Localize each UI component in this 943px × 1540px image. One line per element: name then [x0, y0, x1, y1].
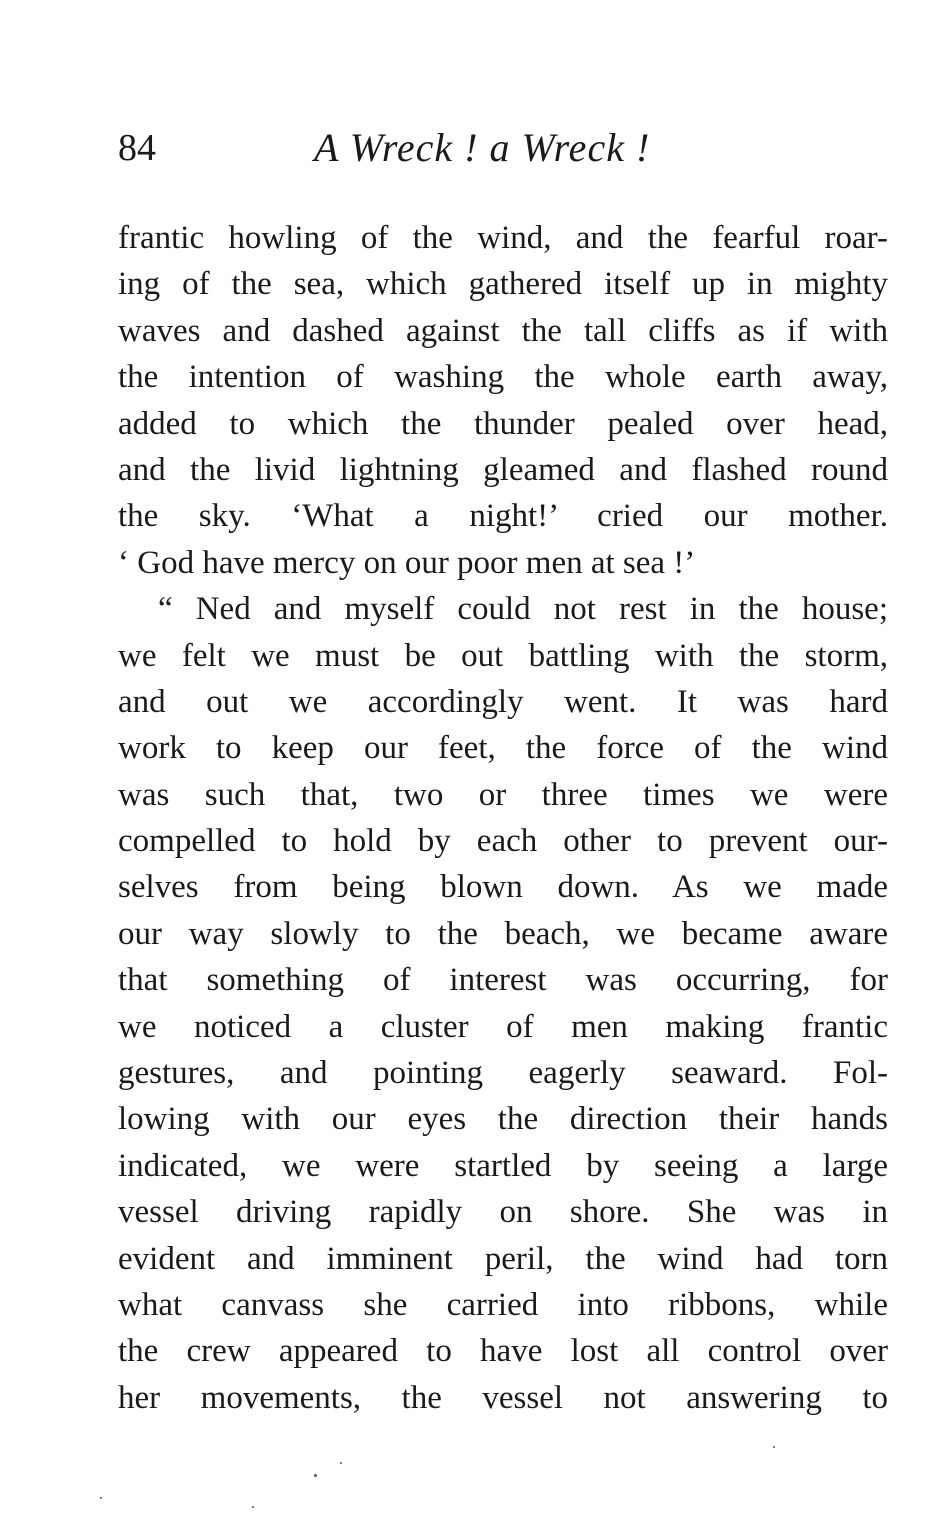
text-line: our way slowly to the beach, we became aware	[118, 915, 888, 952]
text-line: the intention of washing the whole earth away,	[118, 359, 888, 396]
text-line: was such that, two or three times we were	[118, 776, 888, 813]
page-header	[118, 118, 898, 178]
text-line: her movements, the vessel not answering to	[118, 1379, 888, 1416]
scan-speck	[100, 1497, 102, 1499]
text-line: compelled to hold by each other to prevent our-	[118, 823, 888, 860]
text-line: waves and dashed against the tall cliffs as if with	[118, 312, 888, 349]
running-head: A Wreck ! a Wreck !	[314, 125, 651, 170]
scan-speck	[773, 1446, 775, 1448]
text-line: indicated, we were startled by seeing a large	[118, 1147, 888, 1184]
text-line: we felt we must be out battling with the storm,	[118, 637, 888, 674]
page-number: 84	[118, 127, 156, 169]
text-line: ing of the sea, which gathered itself up in mighty	[118, 266, 888, 303]
text-line: we noticed a cluster of men making frantic	[118, 1008, 888, 1045]
text-line: the crew appeared to have lost all control over	[118, 1333, 888, 1370]
text-line: frantic howling of the wind, and the fearful roar-	[118, 220, 888, 256]
text-line: lowing with our eyes the direction their hands	[118, 1101, 888, 1138]
scan-speck	[340, 1462, 342, 1464]
text-line: and out we accordingly went. It was hard	[118, 683, 888, 720]
scan-speck	[314, 1474, 317, 1477]
text-line: added to which the thunder pealed over head,	[118, 405, 888, 442]
paragraph-start-line: “ Ned and myself could not rest in the house;	[158, 591, 888, 628]
text-line: and the livid lightning gleamed and flashed round	[118, 451, 888, 488]
text-line: vessel driving rapidly on shore. She was in	[118, 1194, 888, 1231]
text-line: that something of interest was occurring, for	[118, 962, 888, 999]
text-line: the sky. ‘What a night!’ cried our mother.	[118, 498, 888, 535]
text-line: evident and imminent peril, the wind had torn	[118, 1240, 888, 1277]
body-text	[118, 215, 888, 1421]
scan-speck	[252, 1506, 254, 1508]
text-line: ‘ God have mercy on our poor men at sea !’	[118, 544, 696, 581]
text-line: work to keep our feet, the force of the wind	[118, 730, 888, 767]
text-line: selves from being blown down. As we made	[118, 869, 888, 906]
text-line: gestures, and pointing eagerly seaward. Fol-	[118, 1055, 888, 1092]
text-line: what canvass she carried into ribbons, while	[118, 1286, 888, 1323]
